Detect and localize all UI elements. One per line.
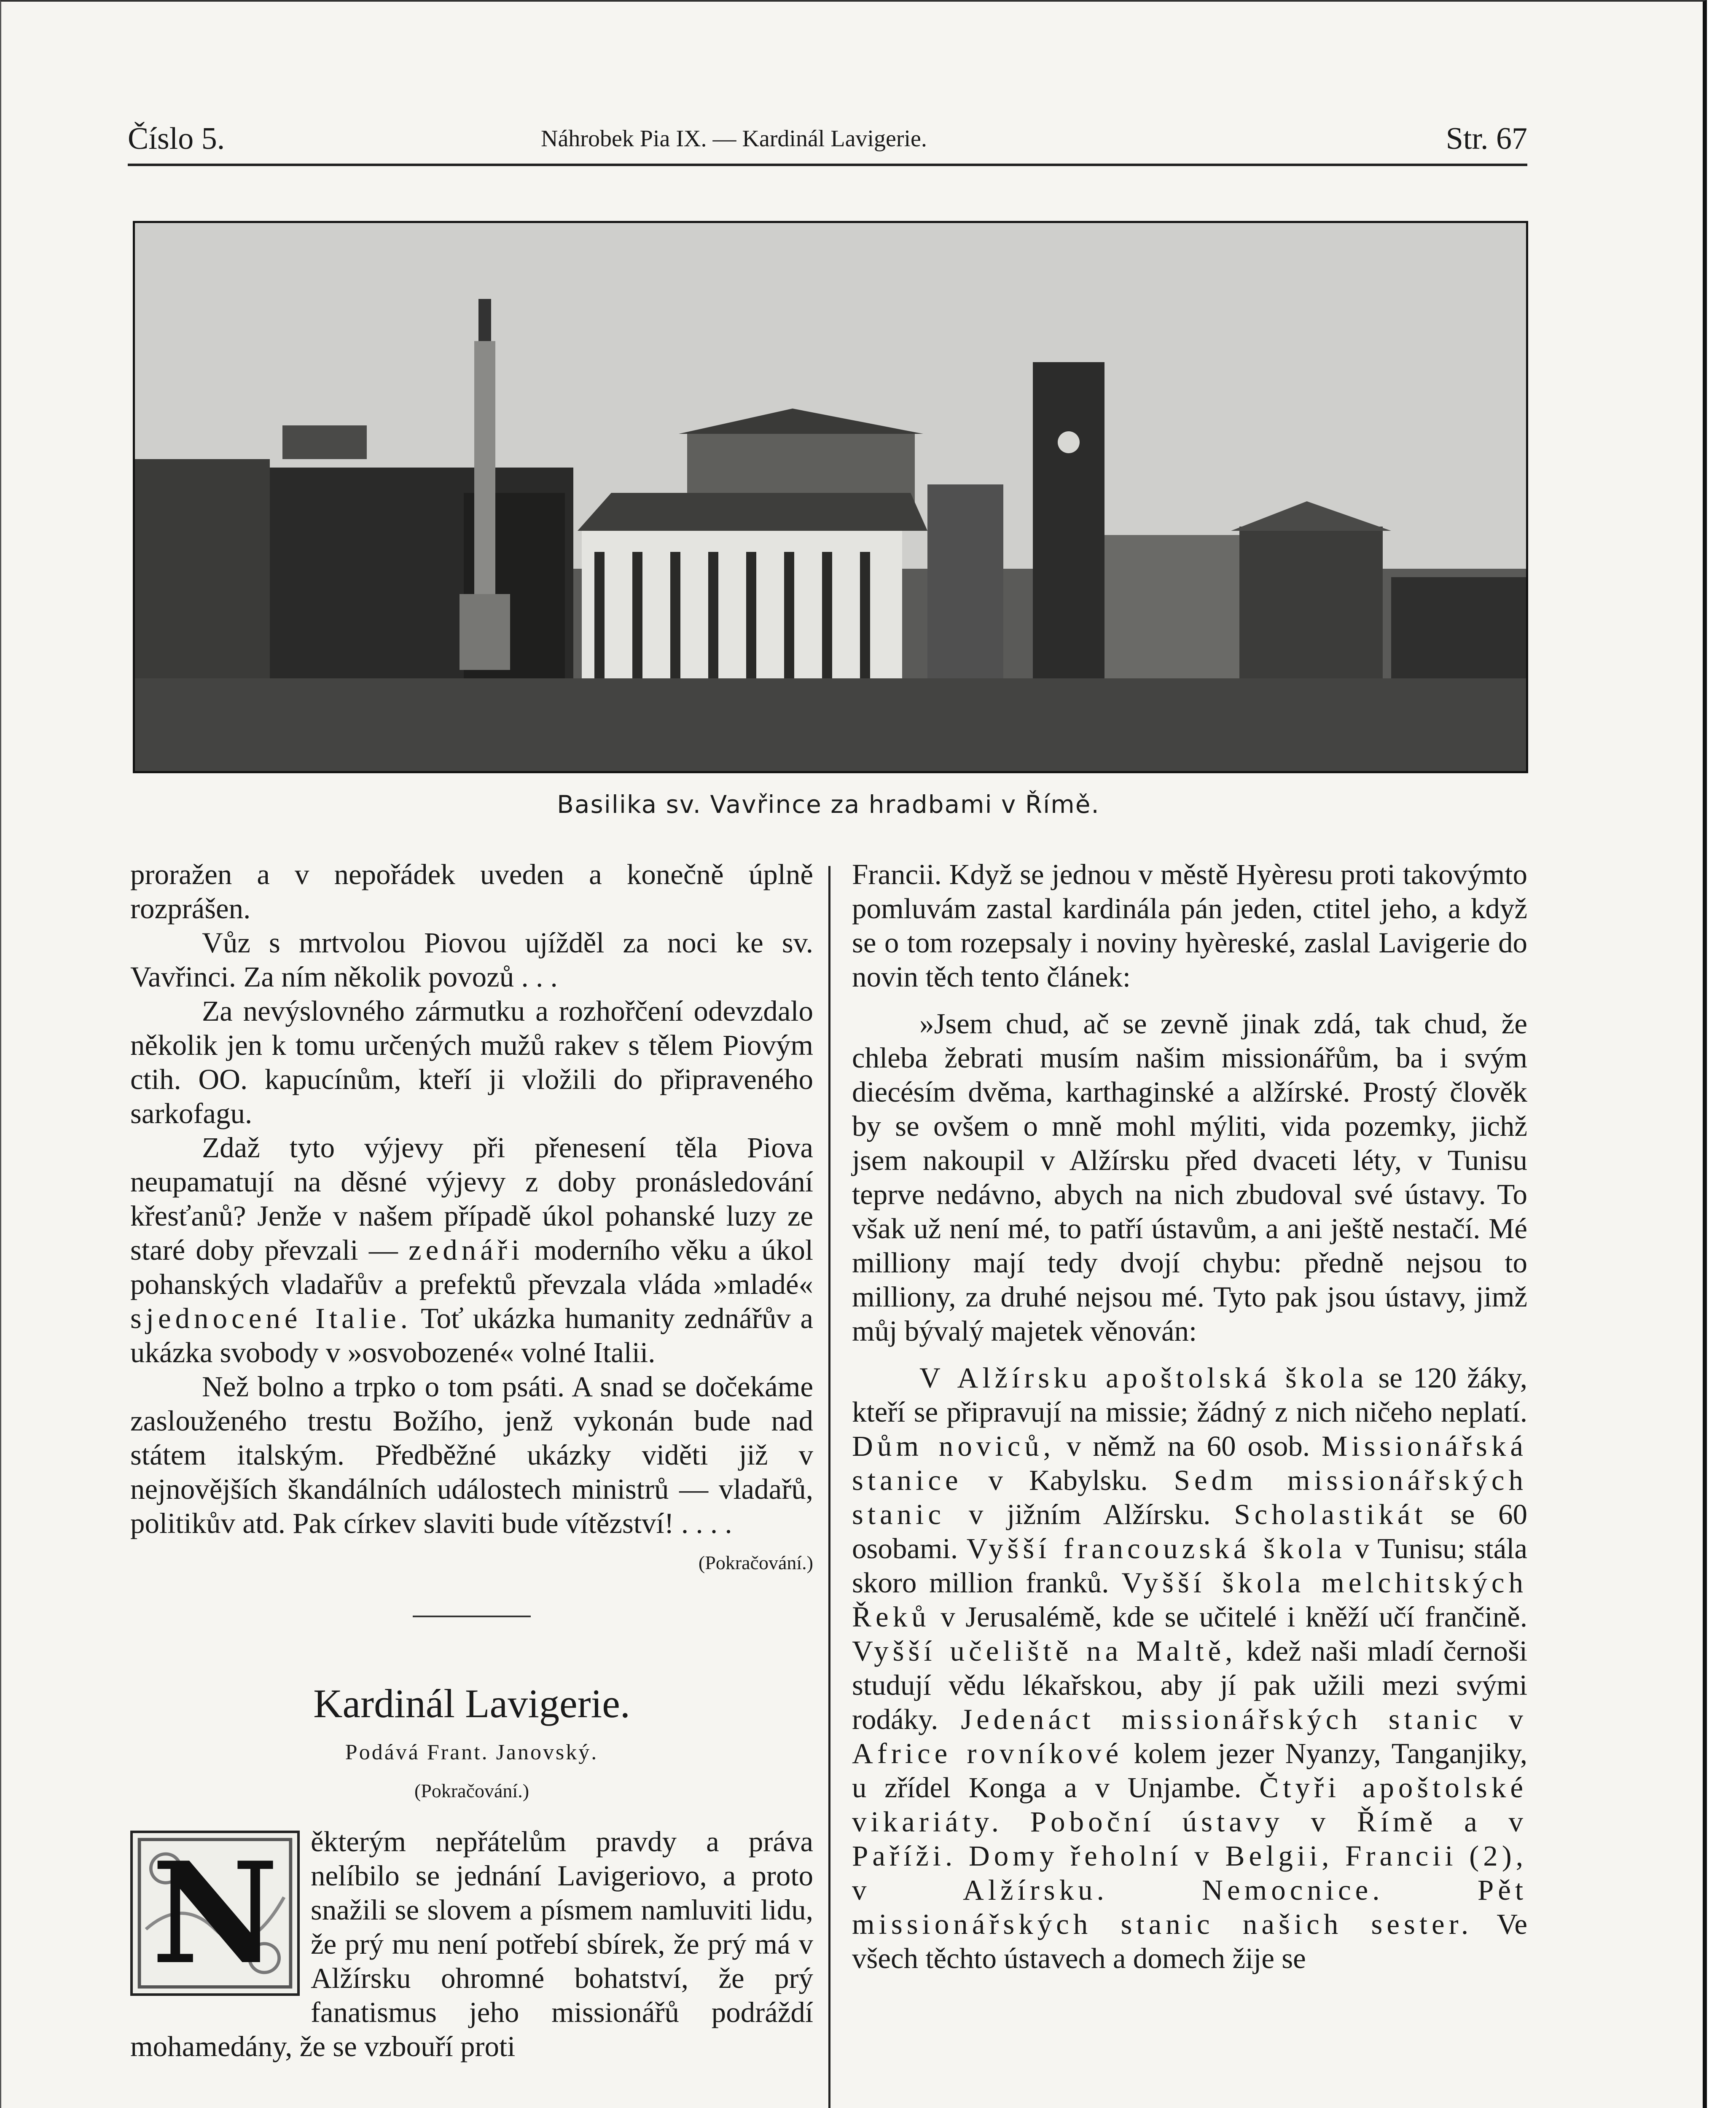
text-run: Toť ukázka humanity zednářův a ukázka svobody v »osvobozené« volné Italii. xyxy=(130,1302,814,1369)
paragraph: »Jsem chud, ač se zevně jinak zdá, tak chud, že chleba žebrati musím našim missionářům, ba i svým diecésím dvěma, karthaginské a alžírské. Prostý člověk by se ovšem o mně mohl mýliti, vida pozemky, jichž jsem nakoupil v Alžírsku před dvaceti léty, v Tunisu teprve nedávno, abych na nich zbudoval své ústavy. To však už není mé, to patří ústavům, a ani ještě nestačí. Mé milliony mají tedy dvojí chybu: předně nejsou to milliony, za druhé nejsou mé. Tyto pak jsou ústavy, jimž můj bývalý majetek věnován: xyxy=(852,1008,1527,1347)
left-column xyxy=(130,858,813,2064)
article-byline: Podává Frant. Janovský. xyxy=(345,1740,599,1764)
spaced-emphasis: Čtyři apoštolské vikariáty. Poboční ústavy v Římě a v Paříži. Domy řeholní v Belgii, Francii (2), v Alžírsku. Nemocnice. Pět missionářských stanic našich sester. xyxy=(852,1772,1527,1940)
spaced-emphasis: Vyšší učeliště na Maltě, xyxy=(852,1635,1237,1667)
text-run: v Jerusalémě, kde se učitelé i kněží učí frančině. xyxy=(930,1601,1527,1633)
continued-note: (Pokračování.) xyxy=(698,1552,813,1573)
institutions-paragraph xyxy=(852,1361,1527,1976)
text-run: v Kabylsku. xyxy=(962,1464,1174,1496)
paragraph: Než bolno a trpko o tom psáti. A snad se dočekáme zaslouženého trestu Božího, jenž vykonán bude nad státem italským. Předběžné ukázky viděti již v nejnovějších škandálních událostech ministrů — vladařů, politikův atd. Pak církev slaviti bude vítězství! . . . . xyxy=(130,1371,813,1539)
figure-caption: Basilika sv. Vavřince za hradbami v Římě. xyxy=(557,790,1100,819)
paragraph: Za nevýslovného zármutku a rozhořčení odevzdalo několik jen k tomu určených mužů rakev s tělem Piovým ctih. OO. kapucínům, kteří ji vložili do připraveného sarkofagu. xyxy=(130,995,813,1129)
right-column xyxy=(852,858,1527,1976)
text-run: v jižním Alžírsku. xyxy=(945,1498,1234,1530)
text-run: se 60 osobami. xyxy=(852,1498,1527,1565)
spaced-emphasis: Dům noviců, xyxy=(852,1430,1055,1462)
paragraph: Vůz s mrtvolou Piovou ujížděl za noci ke sv. Vavřinci. Za ním několik povozů . . . xyxy=(130,927,813,993)
dropcap-letter: N xyxy=(151,1831,279,1995)
spaced-emphasis: Jedenáct missionářských stanic v Africe rovníkové xyxy=(852,1703,1528,1769)
spaced-emphasis: Scholastikát xyxy=(1234,1498,1427,1530)
article-title: Kardinál Lavigerie. xyxy=(313,1681,630,1726)
spaced-emphasis: Vyšší škola melchitských Řeků xyxy=(852,1567,1527,1633)
column-rule xyxy=(828,866,830,2108)
text-run: kolem jezer Nyanzy, Tanganjiky, u zřídel Konga a v Unjambe. xyxy=(852,1737,1527,1804)
paragraph: Francii. Když se jednou v městě Hyèresu proti takovýmto pomluvám zastal kardinála pán jeden, ctitel jeho, a když se o tom rozepsaly i noviny hyèreské, zaslal Lavigerie do novin těch tento článek: xyxy=(852,858,1527,993)
text-run: Ve všech těchto ústavech a domech žije se xyxy=(852,1908,1527,1974)
section-separator xyxy=(413,1616,531,1617)
page-number: Str. 67 xyxy=(1446,121,1527,156)
text-run: se 120 žáky, kteří se připravují na missie; žádný z nich ničeho neplatí. xyxy=(852,1362,1527,1428)
text-run: v Tunisu; stála skoro million franků. xyxy=(852,1533,1528,1599)
spaced-emphasis: sjednocené Italie. xyxy=(130,1302,412,1334)
text-run: kdež naši mladí černoši studují vědu lékařskou, aby jí pak užili mezi svými rodáky. xyxy=(852,1635,1527,1735)
article-first-paragraph xyxy=(130,1825,813,2064)
spaced-emphasis: V Alžírsku apoštolská škola xyxy=(919,1362,1368,1394)
article-continued: (Pokračování.) xyxy=(414,1780,529,1801)
spaced-emphasis: Vyšší francouzská škola xyxy=(966,1533,1346,1565)
spaced-emphasis: Sedm missionářských stanic xyxy=(852,1464,1528,1530)
spaced-emphasis: Missionářská stanice xyxy=(852,1430,1527,1496)
paragraph xyxy=(130,1131,813,1370)
article-text: ěkterým nepřátelům pravdy a práva nelíbilo se jednání Lavigeriovo, a proto snažili se slovem a písmem namluviti lidu, že prý mu není potřebí sbírek, že prý má v Alžírsku ohromné bohatství, že prý fanatismus jeho missionářů podráždí mohamedány, že se vzbouří proti xyxy=(130,1826,813,2062)
running-title: Náhrobek Pia IX. — Kardinál Lavigerie. xyxy=(541,126,927,152)
ornamental-dropcap xyxy=(130,1831,300,1996)
basilica-photograph xyxy=(133,221,1528,773)
basilica-photo-illustration xyxy=(135,223,1526,771)
header-rule xyxy=(128,164,1527,166)
paragraph: proražen a v nepořádek uveden a konečně úplně rozprášen. xyxy=(130,858,813,925)
issue-number: Číslo 5. xyxy=(128,121,225,156)
text-run: Zdaž tyto výjevy při přenesení těla Piova neupamatují na děsné výjevy z doby pronásledování křesťanů? Jenže v našem případě úkol pohanské luzy ze staré doby převzali — xyxy=(130,1132,813,1266)
text-run: v němž na 60 osob. xyxy=(1054,1430,1322,1462)
spaced-emphasis: zednáři xyxy=(408,1234,524,1266)
text-run: moderního věku a úkol pohanských vladařův a prefektů převzala vláda »mladé« xyxy=(130,1234,813,1300)
